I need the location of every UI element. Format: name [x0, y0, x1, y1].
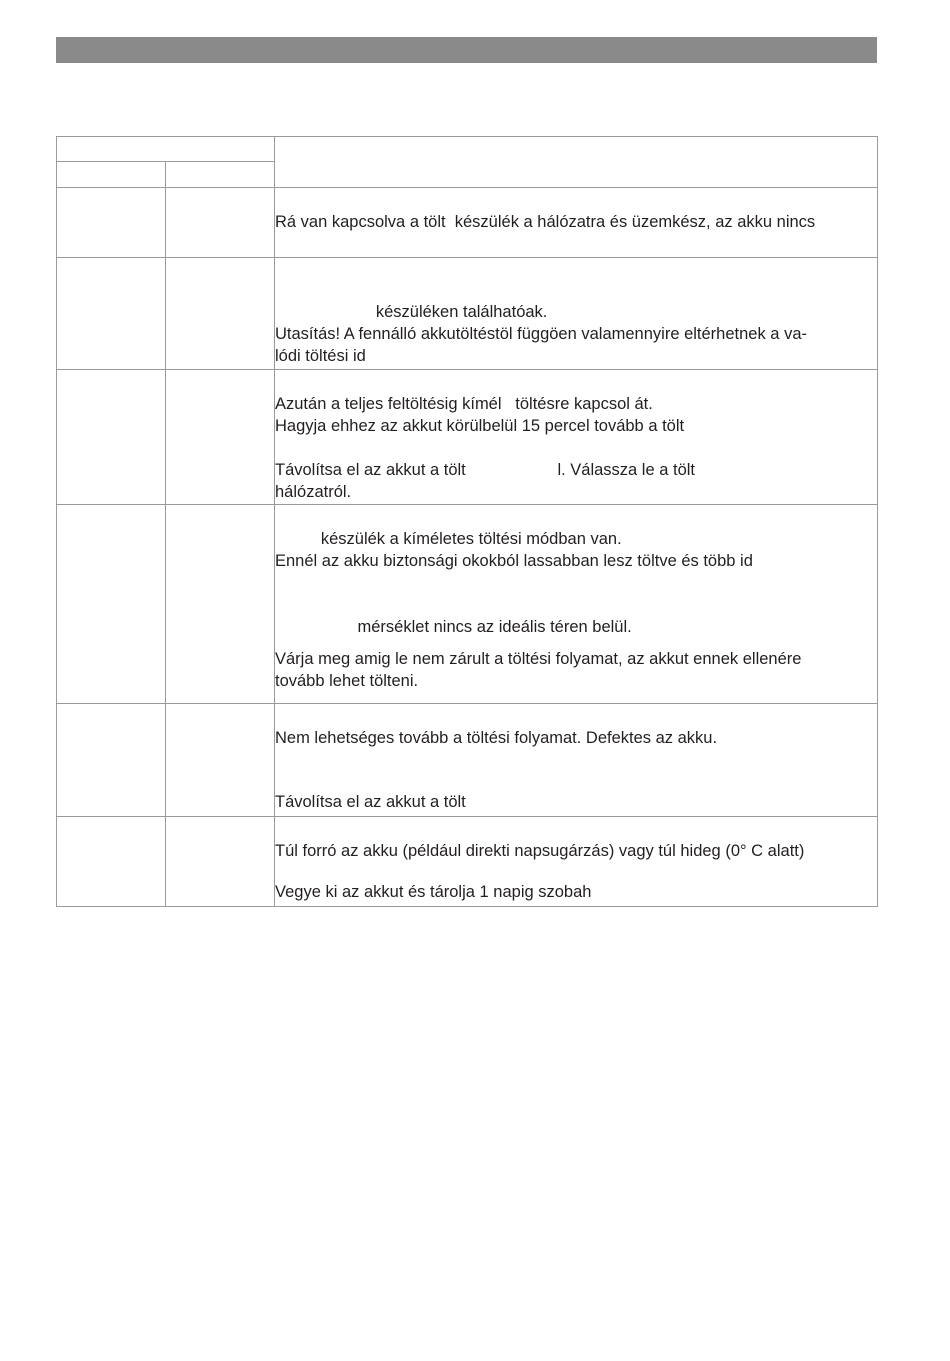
- description-line: Távolítsa el az akkut a tölt l. Válassza le a tölt: [275, 461, 696, 479]
- description-line: Hagyja ehhez az akkut körülbelül 15 percel tovább a tölt: [275, 417, 685, 435]
- header-bar: [56, 37, 877, 63]
- description-cell: [275, 817, 878, 907]
- led-cell-1: [57, 505, 166, 704]
- table-row: [57, 370, 878, 505]
- table-row: [57, 817, 878, 907]
- description-line: Rá van kapcsolva a tölt készülék a hálózatra és üzemkész, az akku nincs: [275, 213, 816, 231]
- description-line: Utasítás! A fennálló akkutöltéstöl függöen valamennyire eltérhetnek a va-: [275, 325, 807, 343]
- description-line: lódi töltési id: [275, 347, 366, 365]
- table-row: [57, 505, 878, 704]
- table-header-row: [57, 137, 878, 162]
- description-line: mérséklet nincs az ideális téren belül.: [275, 618, 632, 636]
- description-line: Ennél az akku biztonsági okokból lassabban lesz töltve és több id: [275, 552, 753, 570]
- led-cell-1: [57, 188, 166, 258]
- table-row: [57, 258, 878, 370]
- led-cell-2: [166, 258, 275, 370]
- description-line: Túl forró az akku (például direkti napsugárzás) vagy túl hideg (0° C alatt): [275, 842, 805, 860]
- description-line: hálózatról.: [275, 483, 352, 501]
- led-cell-1: [57, 258, 166, 370]
- description-cell: [275, 370, 878, 505]
- led-cell-1: [57, 370, 166, 505]
- header-cell-meaning: [275, 137, 878, 188]
- description-cell: [275, 258, 878, 370]
- description-line: Várja meg amig le nem zárult a töltési folyamat, az akkut ennek ellenére: [275, 650, 802, 668]
- led-cell-2: [166, 817, 275, 907]
- description-line: készüléken találhatóak.: [275, 303, 548, 321]
- led-cell-2: [166, 505, 275, 704]
- header-cell-led-2: [166, 162, 275, 188]
- description-line: tovább lehet tölteni.: [275, 672, 419, 690]
- led-cell-2: [166, 370, 275, 505]
- led-cell-1: [57, 817, 166, 907]
- description-cell: [275, 188, 878, 258]
- description-line: Vegye ki az akkut és tárolja 1 napig szobah: [275, 883, 592, 901]
- led-cell-2: [166, 704, 275, 817]
- description-line: Távolítsa el az akkut a tölt: [275, 793, 466, 811]
- table-row: [57, 188, 878, 258]
- description-cell: [275, 505, 878, 704]
- header-cell-indicator: [57, 137, 275, 162]
- table-row: [57, 704, 878, 817]
- header-cell-led-1: [57, 162, 166, 188]
- description-cell: [275, 704, 878, 817]
- led-cell-1: [57, 704, 166, 817]
- led-cell-2: [166, 188, 275, 258]
- status-table: [56, 136, 878, 907]
- description-line: Nem lehetséges tovább a töltési folyamat. Defektes az akku.: [275, 729, 718, 747]
- description-line: Azután a teljes feltöltésig kímél töltésre kapcsol át.: [275, 395, 653, 413]
- description-line: készülék a kíméletes töltési módban van.: [275, 530, 622, 548]
